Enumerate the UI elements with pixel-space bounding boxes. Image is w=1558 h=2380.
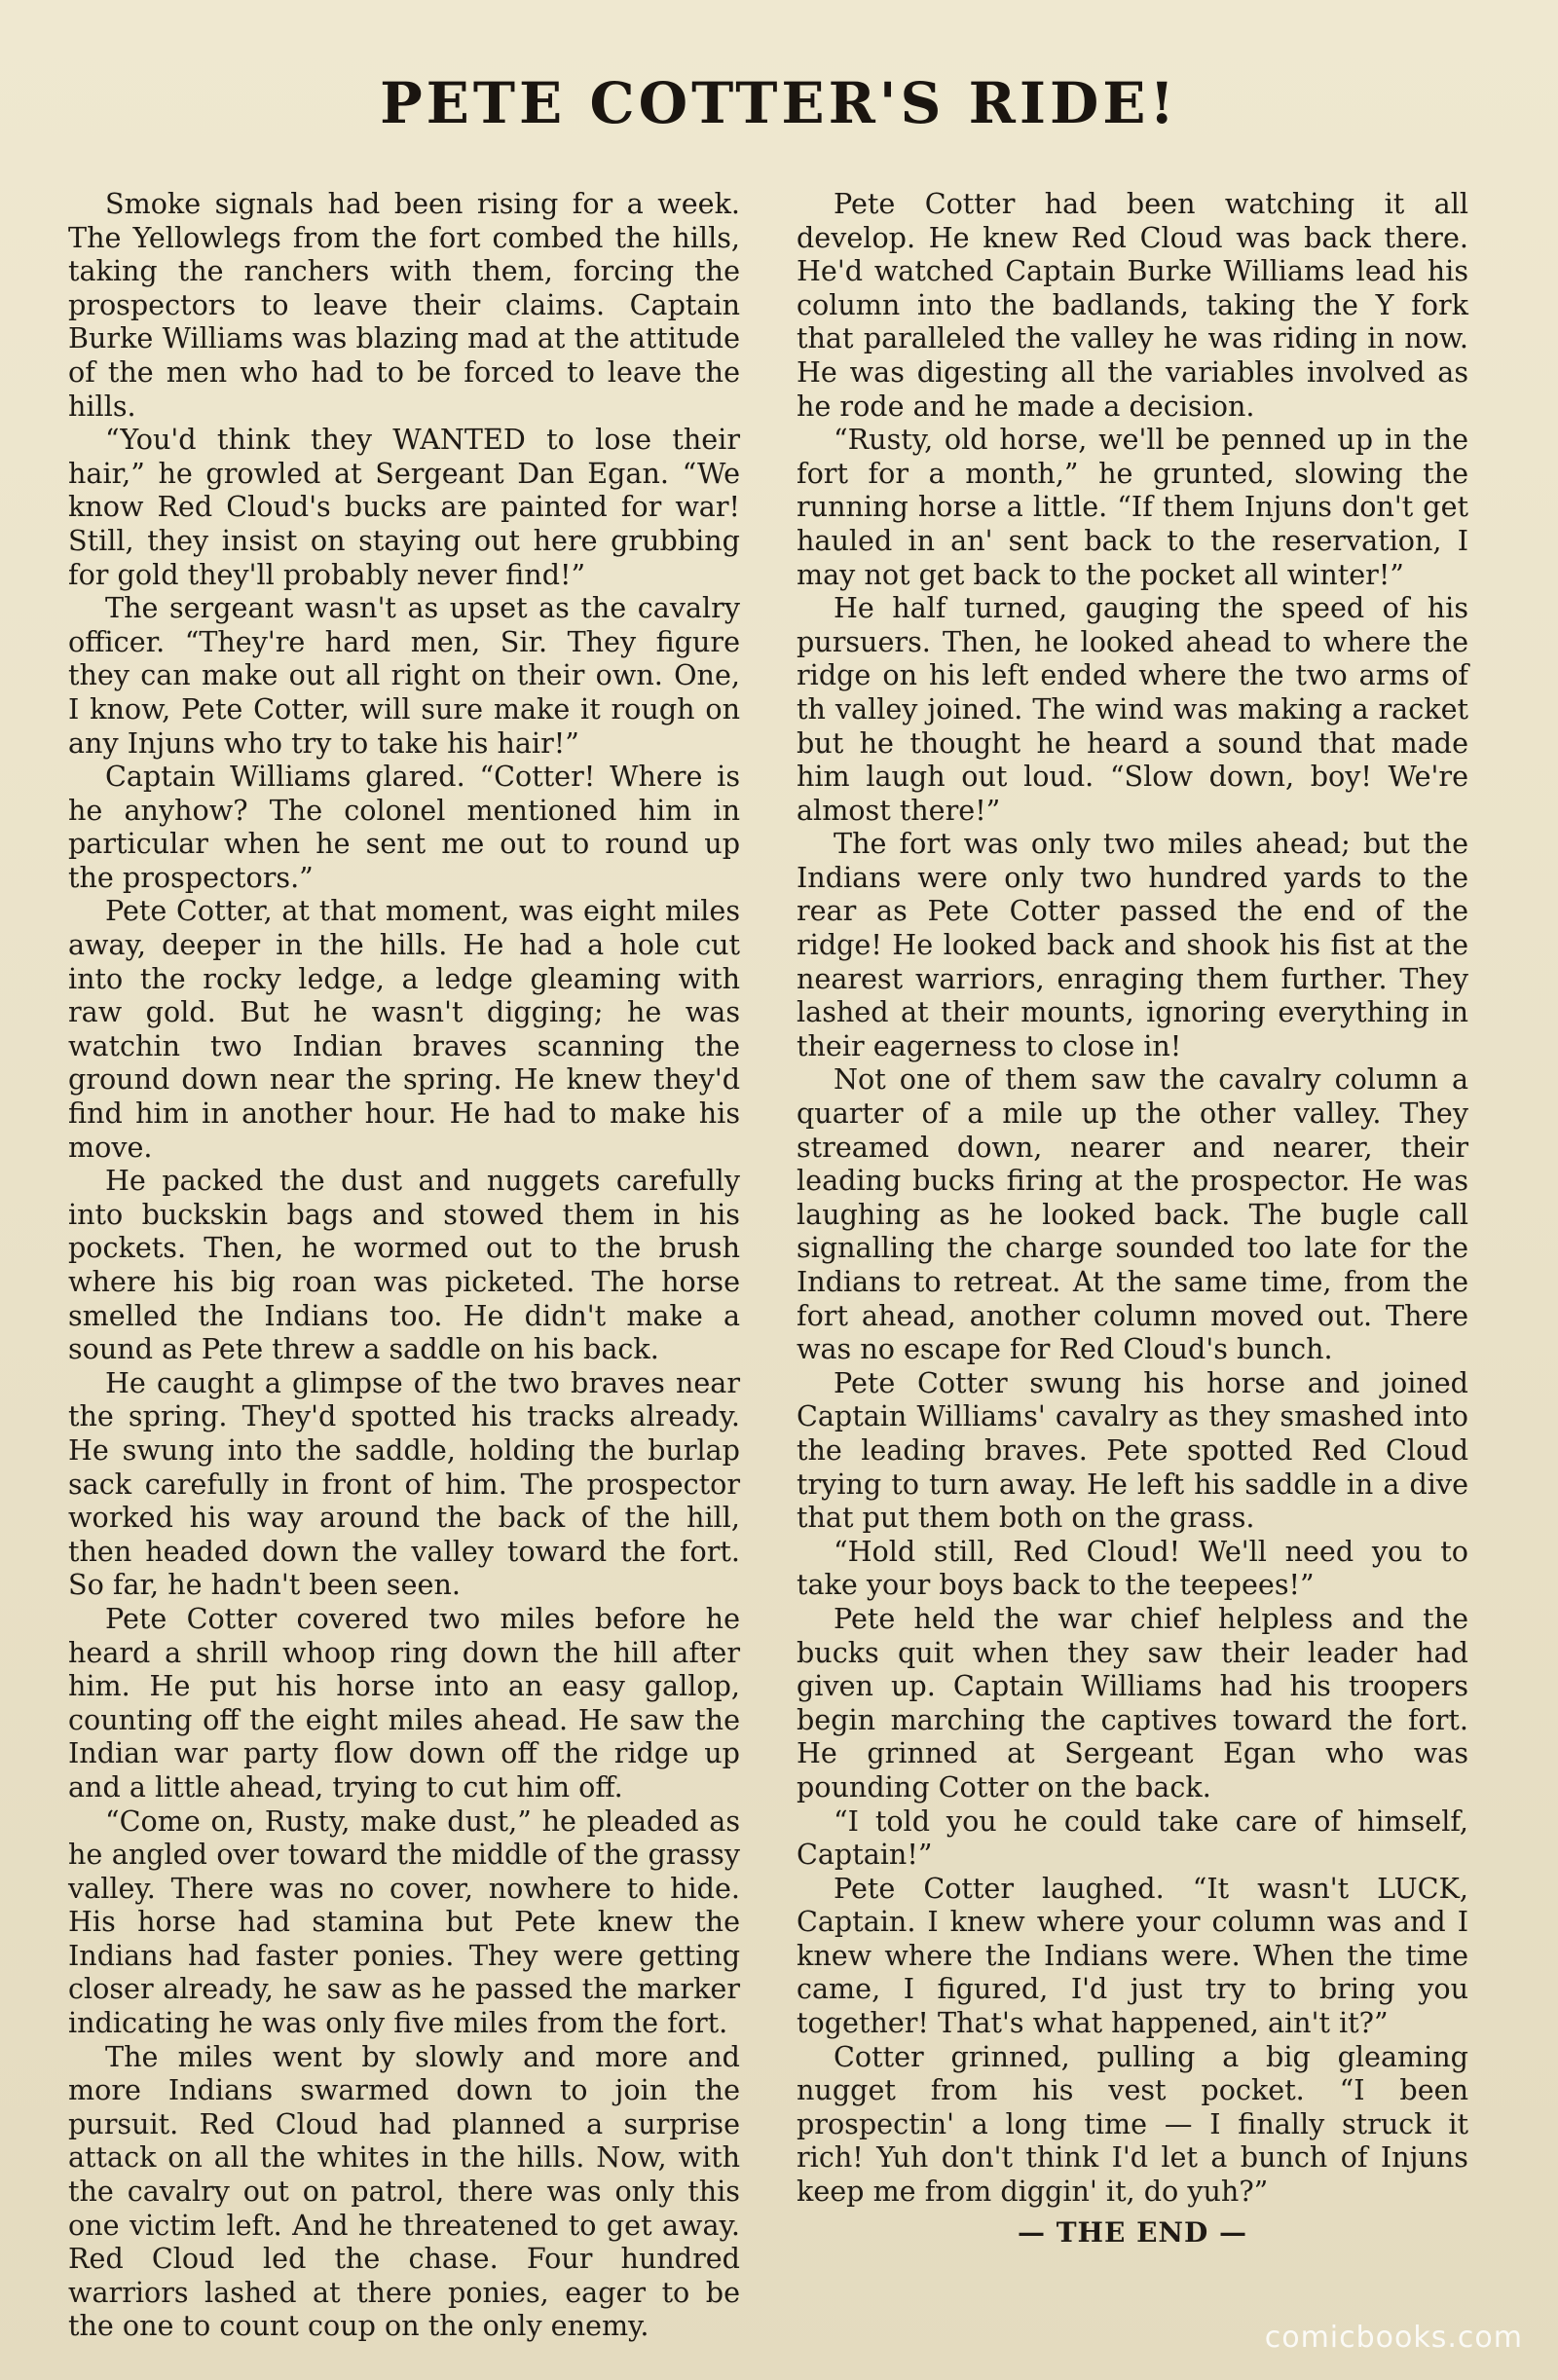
story-title: PETE COTTER'S RIDE!	[380, 70, 1178, 136]
paragraph: Pete Cotter covered two miles before he heard a shrill whoop ring down the hill after him. He put his horse into an easy gallop, counting off the eight miles ahead. He saw the Indian war party flow down off the ridge up and a little ahead, trying to cut him off.	[68, 1601, 740, 1804]
paragraph: “You'd think they WANTED to lose their hair,” he growled at Sergeant Dan Egan. “We know Red Cloud's bucks are painted for war! Still, they insist on staying out here grubbing for gold they'll probably never find!”	[68, 423, 740, 591]
paragraph: “Come on, Rusty, make dust,” he pleaded as he angled over toward the middle of the grassy valley. There was no cover, nowhere to hide. His horse had stamina but Pete knew the Indians had faster ponies. They were getting closer already, he saw as he passed the marker indicating he was only five miles from the fort.	[68, 1804, 740, 2040]
paragraph: He packed the dust and nuggets carefully into buckskin bags and stowed them in his pockets. Then, he wormed out to the brush where his big roan was picketed. The horse smelled the Indians too. He didn't make a sound as Pete threw a saddle on his back.	[68, 1164, 740, 1366]
left-column	[68, 187, 740, 2343]
paragraph: “I told you he could take care of himself, Captain!”	[797, 1804, 1468, 1872]
paragraph: “Rusty, old horse, we'll be penned up in the fort for a month,” he grunted, slowing the running horse a little. “If them Injuns don't get hauled in an' sent back to the reservation, I may not get back to the pocket all winter!”	[797, 423, 1468, 591]
paragraph: The miles went by slowly and more and more Indians swarmed down to join the pursuit. Red Cloud had planned a surprise attack on all the whites in the hills. Now, with the cavalry out on patrol, there was only this one victim left. And he threatened to get away. Red Cloud led the chase. Four hundred warriors lashed at there ponies, eager to be the one to count coup on the only enemy.	[68, 2039, 740, 2343]
paragraph: He caught a glimpse of the two braves near the spring. They'd spotted his tracks already. He swung into the saddle, holding the burlap sack carefully in front of him. The prospector worked his way around the back of the hill, then headed down the valley toward the fort. So far, he hadn't been seen.	[68, 1365, 740, 1602]
paragraph: Pete Cotter had been watching it all develop. He knew Red Cloud was back there. He'd watched Captain Burke Williams lead his column into the badlands, taking the Y fork that paralleled the valley he was riding in now. He was digesting all the variables involved as he rode and he made a decision.	[797, 187, 1468, 423]
paragraph: “Hold still, Red Cloud! We'll need you to take your boys back to the teepees!”	[797, 1534, 1468, 1602]
paragraph: Smoke signals had been rising for a week. The Yellowlegs from the fort combed the hills, taking the ranchers with them, forcing the prospectors to leave their claims. Captain Burke Williams was blazing mad at the attitude of the men who had to be forced to leave the hills.	[68, 187, 740, 423]
paragraph: Not one of them saw the cavalry column a quarter of a mile up the other valley. They streamed down, nearer and nearer, their leading bucks firing at the prospector. He was laughing as he looked back. The bugle call signalling the charge sounded too late for the Indians to retreat. At the same time, from the fort ahead, another column moved out. There was no escape for Red Cloud's bunch.	[797, 1062, 1468, 1366]
paragraph: Pete Cotter laughed. “It wasn't LUCK, Captain. I knew where your column was and I knew where the Indians were. When the time came, I figured, I'd just try to bring you together! That's what happened, ain't it?”	[797, 1871, 1468, 2040]
paragraph: He half turned, gauging the speed of his pursuers. Then, he looked ahead to where the ridge on his left ended where the two arms of th valley joined. The wind was making a racket but he thought he heard a sound that made him laugh out loud. “Slow down, boy! We're almost there!”	[797, 591, 1468, 827]
paragraph: Pete Cotter swung his horse and joined Captain Williams' cavalry as they smashed into the leading braves. Pete spotted Red Cloud trying to turn away. He left his saddle in a dive that put them both on the grass.	[797, 1365, 1468, 1535]
paragraph: The fort was only two miles ahead; but the Indians were only two hundred yards to the rear as Pete Cotter passed the end of the ridge! He looked back and shook his fist at the nearest warriors, enraging them further. They lashed at their mounts, ignoring everything in their eagerness to close in!	[797, 827, 1468, 1062]
the-end-label: — THE END —	[1017, 2216, 1248, 2249]
paragraph: The sergeant wasn't as upset as the cavalry officer. “They're hard men, Sir. They figure they can make out all right on their own. One, I know, Pete Cotter, will sure make it rough on any Injuns who try to take his hair!”	[68, 591, 740, 760]
site-watermark: comicbooks.com	[1264, 2321, 1523, 2355]
paragraph: Captain Williams glared. “Cotter! Where is he anyhow? The colonel mentioned him in particular when he sent me out to round up the prospectors.”	[68, 760, 740, 894]
right-column	[797, 187, 1468, 2209]
paragraph: Pete Cotter, at that moment, was eight miles away, deeper in the hills. He had a hole cut into the rocky ledge, a ledge gleaming with raw gold. But he wasn't digging; he was watchin two Indian braves scanning the ground down near the spring. He knew they'd find him in another hour. He had to make his move.	[68, 894, 740, 1164]
paragraph: Cotter grinned, pulling a big gleaming nugget from his vest pocket. “I been prospectin' a long time — I finally struck it rich! Yuh don't think I'd let a bunch of Injuns keep me from diggin' it, do yuh?”	[797, 2039, 1468, 2209]
paragraph: Pete held the war chief helpless and the bucks quit when they saw their leader had given up. Captain Williams had his troopers begin marching the captives toward the fort. He grinned at Sergeant Egan who was pounding Cotter on the back.	[797, 1601, 1468, 1804]
